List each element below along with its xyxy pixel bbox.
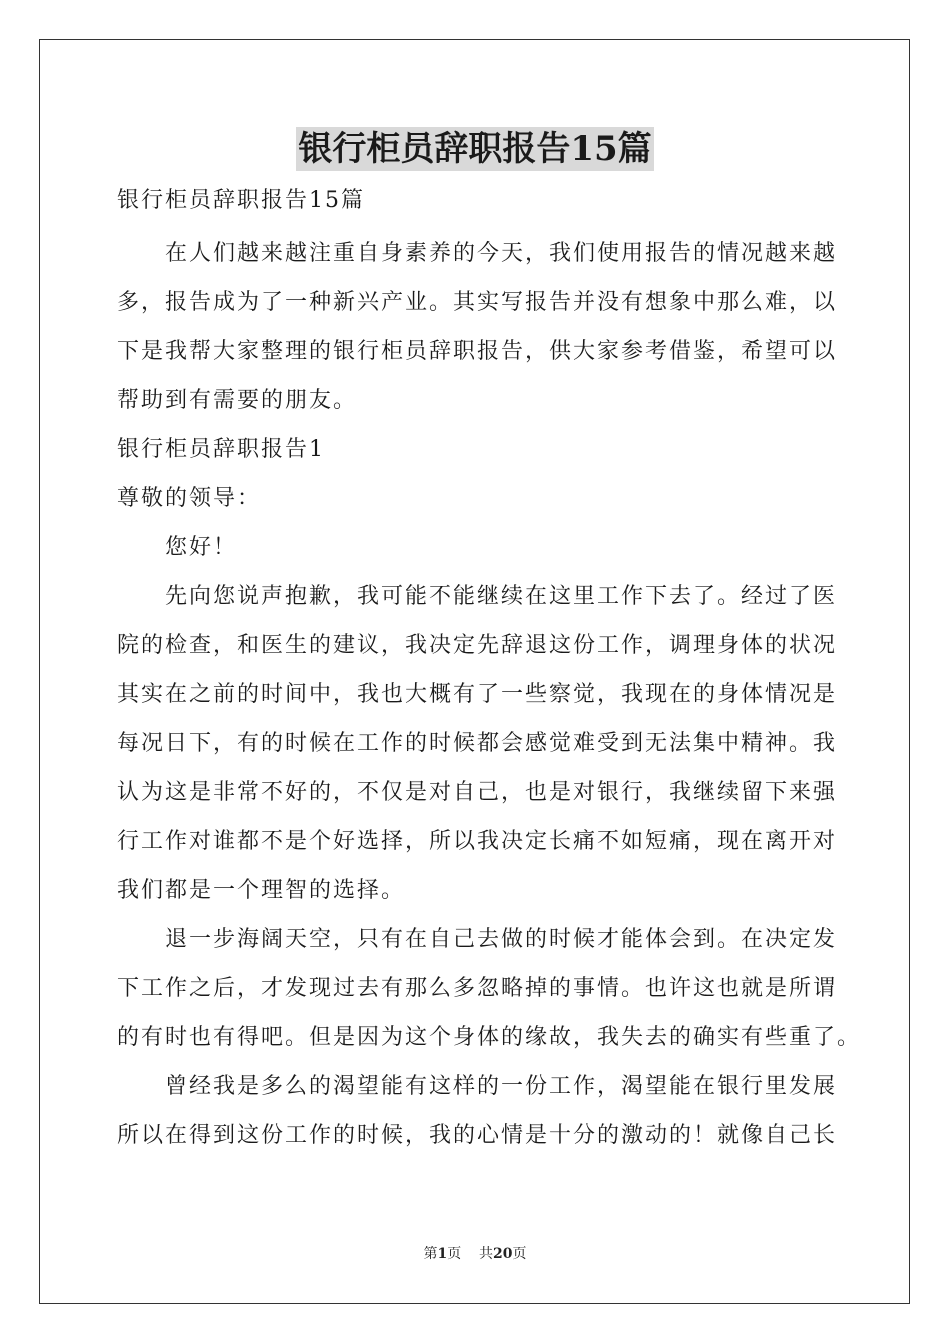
paragraph-line: 所以在得到这份工作的时候，我的心情是十分的激动的！就像自己长 [117,1123,838,1148]
intro-line: 下是我帮大家整理的银行柜员辞职报告，供大家参考借鉴，希望可以 [117,339,838,364]
paragraph-line: 退一步海阔天空，只有在自己去做的时候才能体会到。在决定发 [165,927,838,952]
paragraph-line: 院的检查，和医生的建议，我决定先辞退这份工作，调理身体的状况 [117,633,838,658]
page-total: 20 [493,1246,513,1262]
document-body [117,176,862,1160]
section-heading: 银行柜员辞职报告1 [117,437,325,462]
paragraph-line: 曾经我是多么的渴望能有这样的一份工作，渴望能在银行里发展 [165,1074,838,1099]
paragraph-line: 我们都是一个理智的选择。 [117,878,406,903]
paragraph-line: 下工作之后，才发现过去有那么多忽略掉的事情。也许这也就是所谓 [117,976,838,1001]
paragraph-line: 的有时也有得吧。但是因为这个身体的缘故，我失去的确实有些重了。 [117,1025,862,1050]
intro-line: 在人们越来越注重自身素养的今天，我们使用报告的情况越来越 [165,241,838,266]
page-prefix: 第 [423,1246,438,1262]
total-prefix: 共 [479,1246,494,1262]
greeting: 您好！ [165,535,238,560]
total-suffix: 页 [512,1246,527,1262]
page-footer [0,1244,950,1264]
paragraph-line: 其实在之前的时间中，我也大概有了一些察觉，我现在的身体情况是 [117,682,838,707]
paragraph-line: 行工作对谁都不是个好选择，所以我决定长痛不如短痛，现在离开对 [117,829,838,854]
intro-line: 帮助到有需要的朋友。 [117,388,358,413]
paragraph-line: 先向您说声抱歉，我可能不能继续在这里工作下去了。经过了医 [165,584,838,609]
intro-line: 多，报告成为了一种新兴产业。其实写报告并没有想象中那么难，以 [117,290,838,315]
document-title: 银行柜员辞职报告15篇 [298,129,652,169]
title-container [0,127,950,171]
salutation: 尊敬的领导： [117,486,262,511]
document-subtitle: 银行柜员辞职报告15篇 [117,188,365,213]
paragraph-line: 每况日下，有的时候在工作的时候都会感觉难受到无法集中精神。我 [117,731,838,756]
paragraph-line: 认为这是非常不好的，不仅是对自己，也是对银行，我继续留下来强 [117,780,838,805]
page-current: 1 [437,1246,448,1262]
page-suffix: 页 [447,1246,462,1262]
